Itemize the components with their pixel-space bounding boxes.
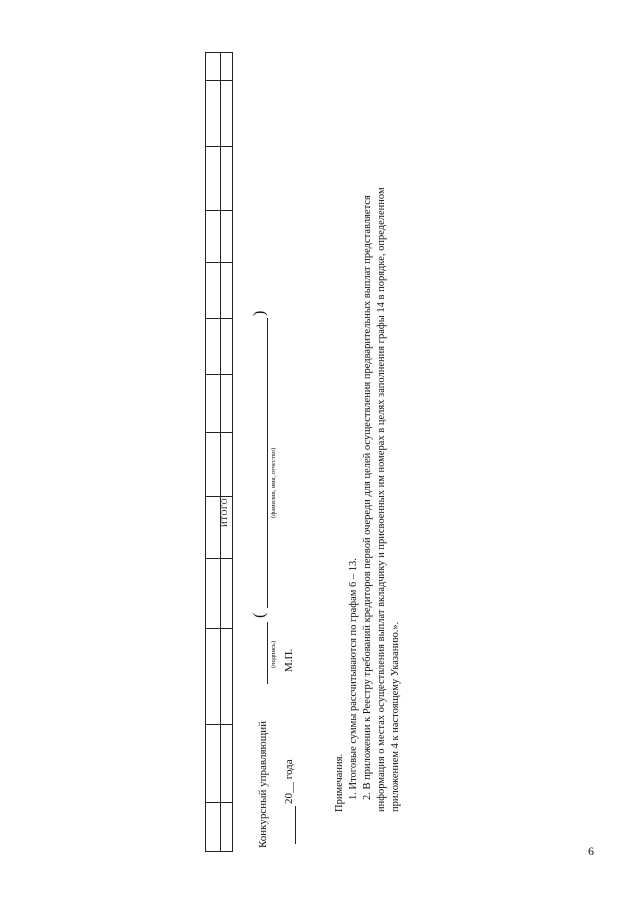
table-column-line [206,802,232,803]
signature-caption: (подпись) [270,641,277,668]
table-column-line [206,496,232,497]
note-item-1: 1. Итоговые суммы рассчитываются по графам 6 – 13. [348,558,359,800]
table-divider [220,53,221,851]
total-label: ИТОГО [220,497,229,527]
manager-title: Конкурсный управляющий [257,721,269,848]
table-column-line [206,432,232,433]
signature-line [267,622,268,684]
close-paren: ) [251,310,268,316]
table-column-line [206,146,232,147]
table-column-line [206,628,232,629]
table-column-line [206,210,232,211]
table-column-line [206,558,232,559]
name-line [267,318,268,608]
signature-block [251,52,317,852]
page-number: 6 [588,844,594,858]
notes-section [333,52,403,812]
notes-heading: Примечания. [334,753,345,812]
date-line [295,806,296,844]
stamp-text: М.П. [283,648,295,672]
note-item-2-line-1: 2. В приложении к Реестру требований кредиторов первой очереди для целей осуществления предварительных выплат представляется [362,195,373,800]
table-column-line [206,724,232,725]
table-column-line [206,374,232,375]
open-paren: ( [251,612,268,618]
note-item-2-line-3: приложением 4 к настоящему Указанию.». [390,621,401,812]
table-column-line [206,262,232,263]
note-item-2-line-2: информация о местах осуществления выплат вкладчику и присвоенных им номерах в целях заполнения графы 14 в порядке, определенном [376,187,387,812]
rotated-content [205,52,435,852]
name-caption: (фамилия, имя, отчество) [270,447,277,518]
table-column-line [206,80,232,81]
table-column-line [206,318,232,319]
date-text: 20__ года [283,759,295,804]
totals-table [205,52,233,852]
